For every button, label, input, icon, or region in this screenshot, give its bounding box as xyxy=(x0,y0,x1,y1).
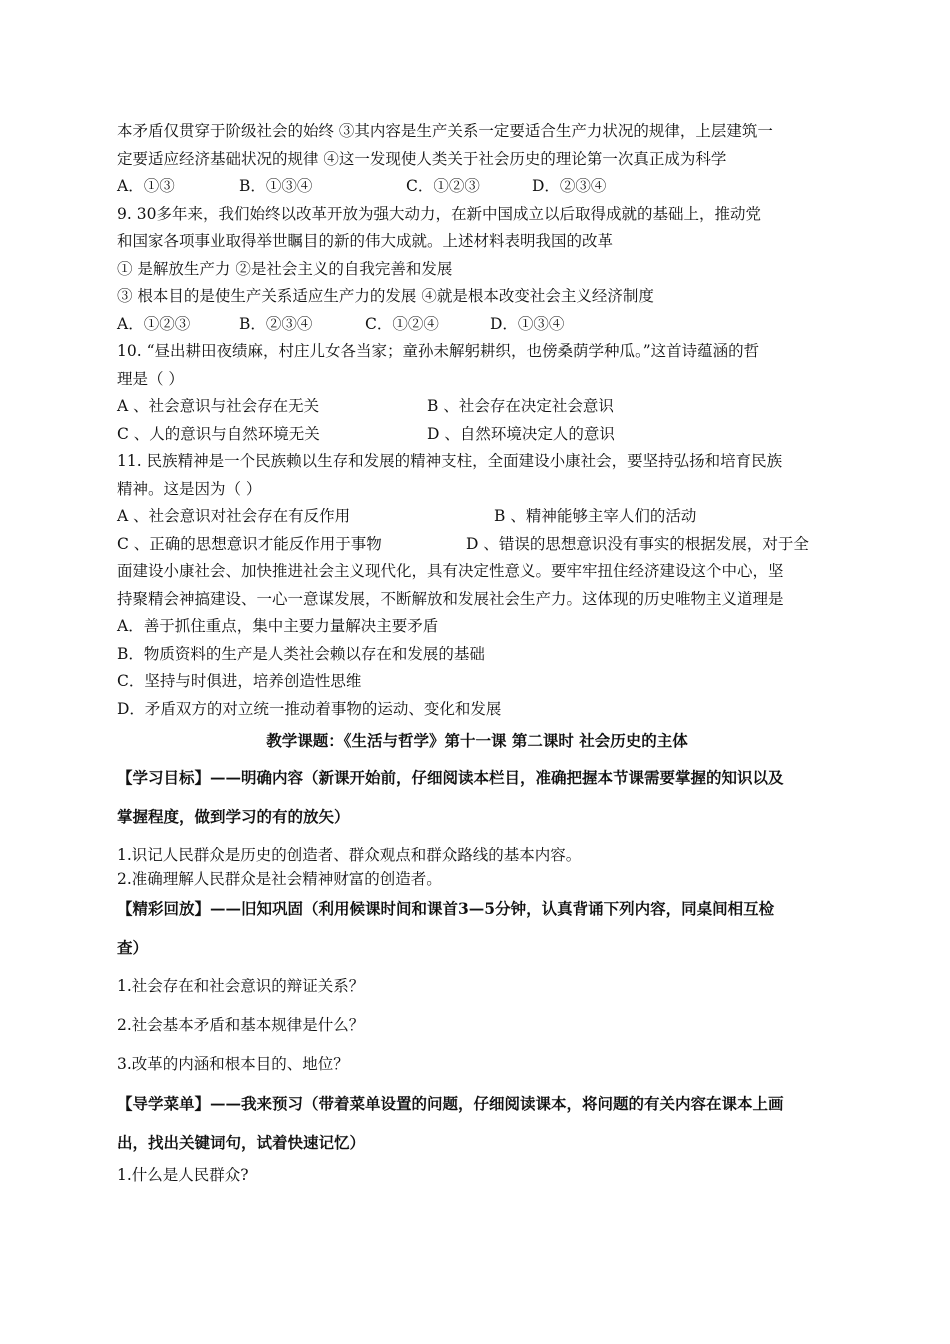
goals-item-2: 2.准确理解人民群众是社会精神财富的创造者。 xyxy=(117,870,442,888)
q8-options xyxy=(117,173,837,201)
q8-text-line2: 定要适应经济基础状况的规律 ④这一发现使人类关于社会历史的理论第一次真正成为科学 xyxy=(117,149,727,168)
q10-option-d: D 、自然环境决定人的意识 xyxy=(427,424,615,443)
goals-heading-line1: 【学习目标】——明确内容（新课开始前，仔细阅读本栏目，准确把握本节课需要掌握的知识以及 xyxy=(117,767,784,787)
q9-statement-2: ③ 根本目的是使生产关系适应生产力的发展 ④就是根本改变社会主义经济制度 xyxy=(117,287,654,305)
document-page xyxy=(117,118,837,1190)
q9-option-a: A．①②③ xyxy=(117,314,191,333)
q12-option-b: B．物质资料的生产是人类社会赖以存在和发展的基础 xyxy=(117,644,485,663)
q11-option-d: D 、错误的思想意识没有事实的根据发展，对于全 xyxy=(466,534,809,553)
q9-option-d: D．①③④ xyxy=(490,314,565,333)
guide-item-1: 1.什么是人民群众? xyxy=(117,1166,249,1184)
review-heading-line2: 查） xyxy=(117,938,149,957)
guide-heading-line2: 出，找出关键词句，试着快速记忆） xyxy=(117,1133,366,1152)
q12-option-c: C．坚持与时俱进，培养创造性思维 xyxy=(117,672,362,690)
q11-options-row2 xyxy=(117,531,837,559)
q10-option-c: C 、人的意识与自然环境无关 xyxy=(117,424,320,443)
q11-text-line1: 11. 民族精神是一个民族赖以生存和发展的精神支柱，全面建设小康社会，要坚持弘扬和培育民族 xyxy=(117,452,783,470)
q8-option-c: C．①②③ xyxy=(406,177,480,195)
review-item-2: 2.社会基本矛盾和基本规律是什么？ xyxy=(117,1016,365,1034)
q11-option-c: C 、正确的思想意识才能反作用于事物 xyxy=(117,534,382,553)
q12-option-d: D．矛盾双方的对立统一推动着事物的运动、变化和发展 xyxy=(117,699,502,718)
q8-option-b: B．①③④ xyxy=(239,177,313,195)
q10-option-b: B 、社会存在决定社会意识 xyxy=(427,397,614,415)
review-item-1: 1.社会存在和社会意识的辩证关系？ xyxy=(117,977,365,995)
q10-text-line1: 10. “昼出耕田夜绩麻，村庄儿女各当家；童孙未解躬耕织，也傍桑荫学种瓜。”这首诗蕴涵的哲 xyxy=(117,342,760,360)
q10-option-a: A 、社会意识与社会存在无关 xyxy=(117,397,320,415)
review-heading-line1: 【精彩回放】——旧知巩固（利用候课时间和课首3—5分钟，认真背诵下列内容，同桌间相互检 xyxy=(117,899,775,918)
q9-option-c: C．①②④ xyxy=(365,314,439,333)
q12-text-line2: 持聚精会神搞建设、一心一意谋发展，不断解放和发展社会生产力。这体现的历史唯物主义道理是 xyxy=(117,589,784,608)
q9-options xyxy=(117,311,837,339)
q8-text-line1: 本矛盾仅贯穿于阶级社会的始终 ③其内容是生产关系一定要适合生产力状况的规律，上层建筑一 xyxy=(117,122,773,140)
lesson-title: 教学课题：《生活与哲学》第十一课 第二课时 社会历史的主体 xyxy=(266,731,688,750)
q11-option-b: B 、精神能够主宰人们的活动 xyxy=(494,507,697,525)
q9-text-line2: 和国家各项事业取得举世瞩目的新的伟大成就。上述材料表明我国的改革 xyxy=(117,232,614,250)
q11-option-a: A 、社会意识对社会存在有反作用 xyxy=(117,507,351,525)
q9-statement-1: ① 是解放生产力 ②是社会主义的自我完善和发展 xyxy=(117,259,453,278)
q12-text-line1: 面建设小康社会、加快推进社会主义现代化，具有决定性意义。要牢牢扭住经济建设这个中心，坚 xyxy=(117,562,784,580)
q9-option-b: B．②③④ xyxy=(239,314,313,333)
q10-options-row1 xyxy=(117,393,837,421)
q11-text-line2: 精神。这是因为（ ） xyxy=(117,479,262,498)
q9-text-line1: 9. 30多年来，我们始终以改革开放为强大动力，在新中国成立以后取得成就的基础上，推动党 xyxy=(117,204,761,223)
q10-text-line2: 理是（ ） xyxy=(117,369,184,388)
review-item-3: 3.改革的内涵和根本目的、地位？ xyxy=(117,1055,349,1073)
goals-heading-line2: 掌握程度，做到学习的有的放矢） xyxy=(117,806,350,826)
q8-option-d: D．②③④ xyxy=(532,177,607,195)
q12-option-a: A．善于抓住重点，集中主要力量解决主要矛盾 xyxy=(117,617,439,635)
q11-options-row1 xyxy=(117,503,837,531)
goals-item-1: 1.识记人民群众是历史的创造者、群众观点和群众路线的基本内容。 xyxy=(117,845,582,864)
q10-options-row2 xyxy=(117,421,837,449)
q8-option-a: A．①③ xyxy=(117,177,175,195)
guide-heading-line1: 【导学菜单】——我来预习（带着菜单设置的问题，仔细阅读课本，将问题的有关内容在课本上画 xyxy=(117,1094,784,1113)
